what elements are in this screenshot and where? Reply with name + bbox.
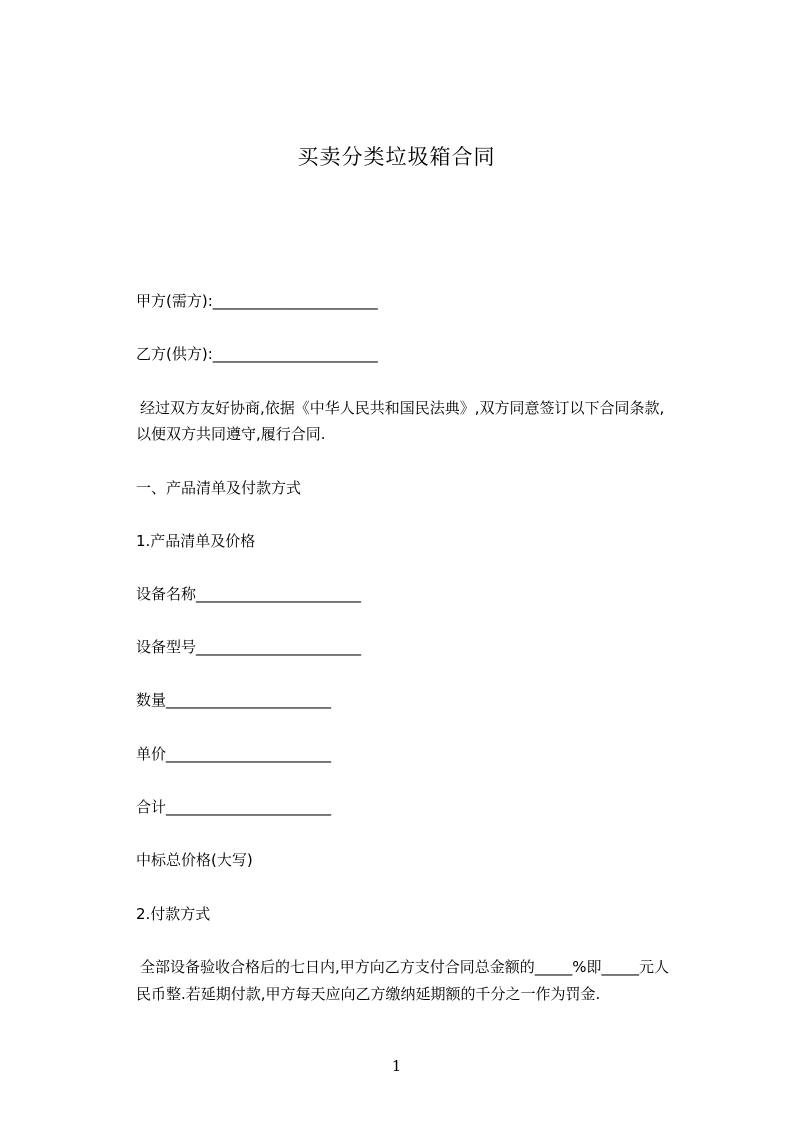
- party-a-line: 甲方(需方):______________________: [136, 292, 378, 310]
- unit-price-line: 单价______________________: [136, 745, 332, 763]
- total-line: 合计______________________: [136, 798, 332, 816]
- intro-text-1: 经过双方友好协商,依据《中华人民共和国民法典》,双方同意签订以下合同条款,: [140, 399, 665, 417]
- payment-text-1: 全部设备验收合格后的七日内,甲方向乙方支付合同总金额的_____%即_____元人: [140, 958, 670, 976]
- document-title: 买卖分类垃圾箱合同: [297, 145, 496, 169]
- subsection-2-heading: 2.付款方式: [136, 905, 211, 923]
- page-number: 1: [391, 1057, 402, 1075]
- quantity-line: 数量______________________: [136, 691, 332, 709]
- party-b-line: 乙方(供方):______________________: [136, 345, 378, 363]
- equipment-model-line: 设备型号______________________: [136, 638, 362, 656]
- equipment-name-line: 设备名称______________________: [136, 585, 362, 603]
- intro-line-2: 以便双方共同遵守,履行合同.: [136, 425, 326, 443]
- winning-total-price-line: 中标总价格(大写): [136, 851, 253, 869]
- subsection-1-heading: 1.产品清单及价格: [136, 532, 256, 550]
- payment-line-2: 民币整.若延期付款,甲方每天应向乙方缴纳延期额的千分之一作为罚金.: [136, 985, 601, 1003]
- intro-line-1: [136, 398, 664, 418]
- section-1-heading: 一、产品清单及付款方式: [136, 479, 302, 497]
- payment-line-1: [136, 957, 669, 977]
